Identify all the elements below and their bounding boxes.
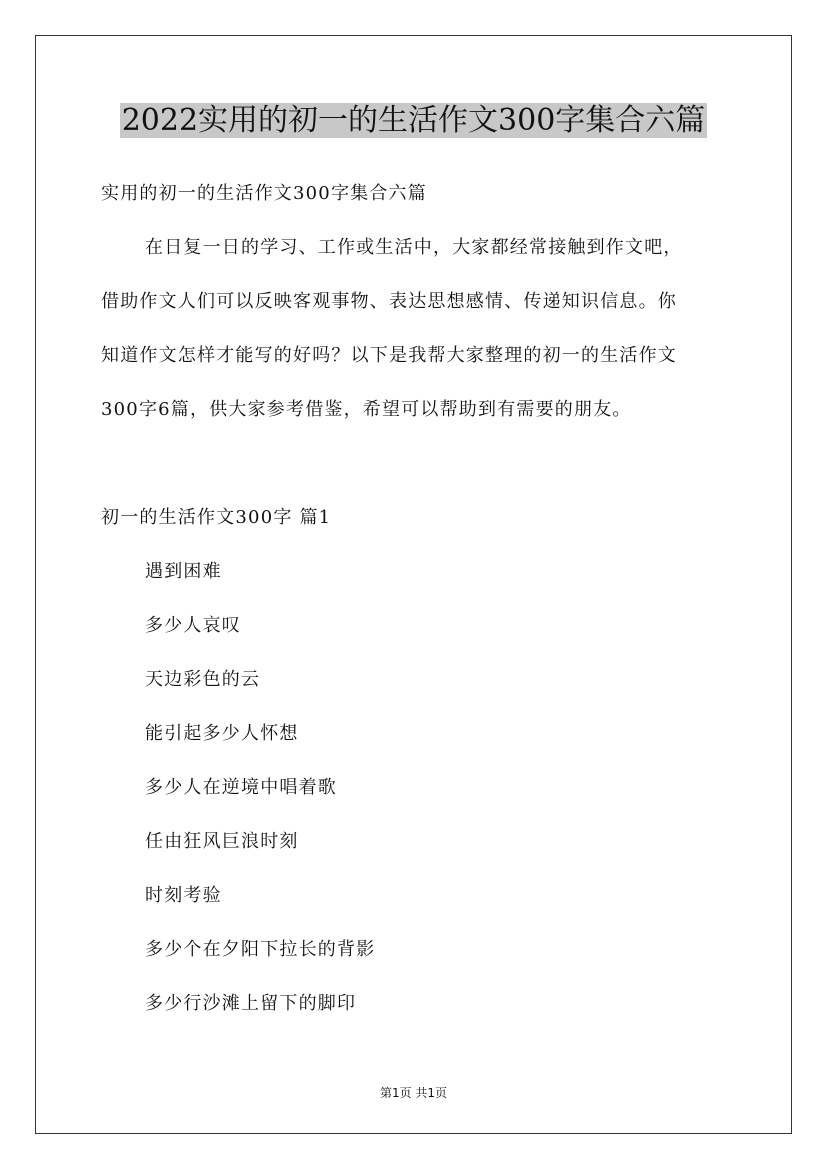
intro-line: 300字6篇，供大家参考借鉴，希望可以帮助到有需要的朋友。 [101,399,632,420]
poem-line: 能引起多少人怀想 [145,723,299,744]
poem-line: 多少人在逆境中唱着歌 [145,777,337,798]
poem-line: 多少行沙滩上留下的脚印 [145,993,357,1014]
poem-line: 多少人哀叹 [145,615,241,636]
intro-line: 借助作文人们可以反映客观事物、表达思想感情、传递知识信息。你 [101,291,677,312]
document-subtitle: 实用的初一的生活作文300字集合六篇 [101,183,427,204]
intro-line: 知道作文怎样才能写的好吗？以下是我帮大家整理的初一的生活作文 [101,345,677,366]
poem-line: 多少个在夕阳下拉长的背影 [145,939,376,960]
page-footer: 第1页 共1页 [379,1086,448,1100]
poem-line: 天边彩色的云 [145,669,261,690]
intro-line: 在日复一日的学习、工作或生活中，大家都经常接触到作文吧， [145,237,683,258]
document-title [0,98,827,144]
poem-line: 时刻考验 [145,885,222,906]
poem-line: 任由狂风巨浪时刻 [145,831,299,852]
poem-line: 遇到困难 [145,561,222,582]
document-title-text: 2022实用的初一的生活作文300字集合六篇 [121,103,706,138]
section-heading: 初一的生活作文300字 篇1 [101,507,332,528]
